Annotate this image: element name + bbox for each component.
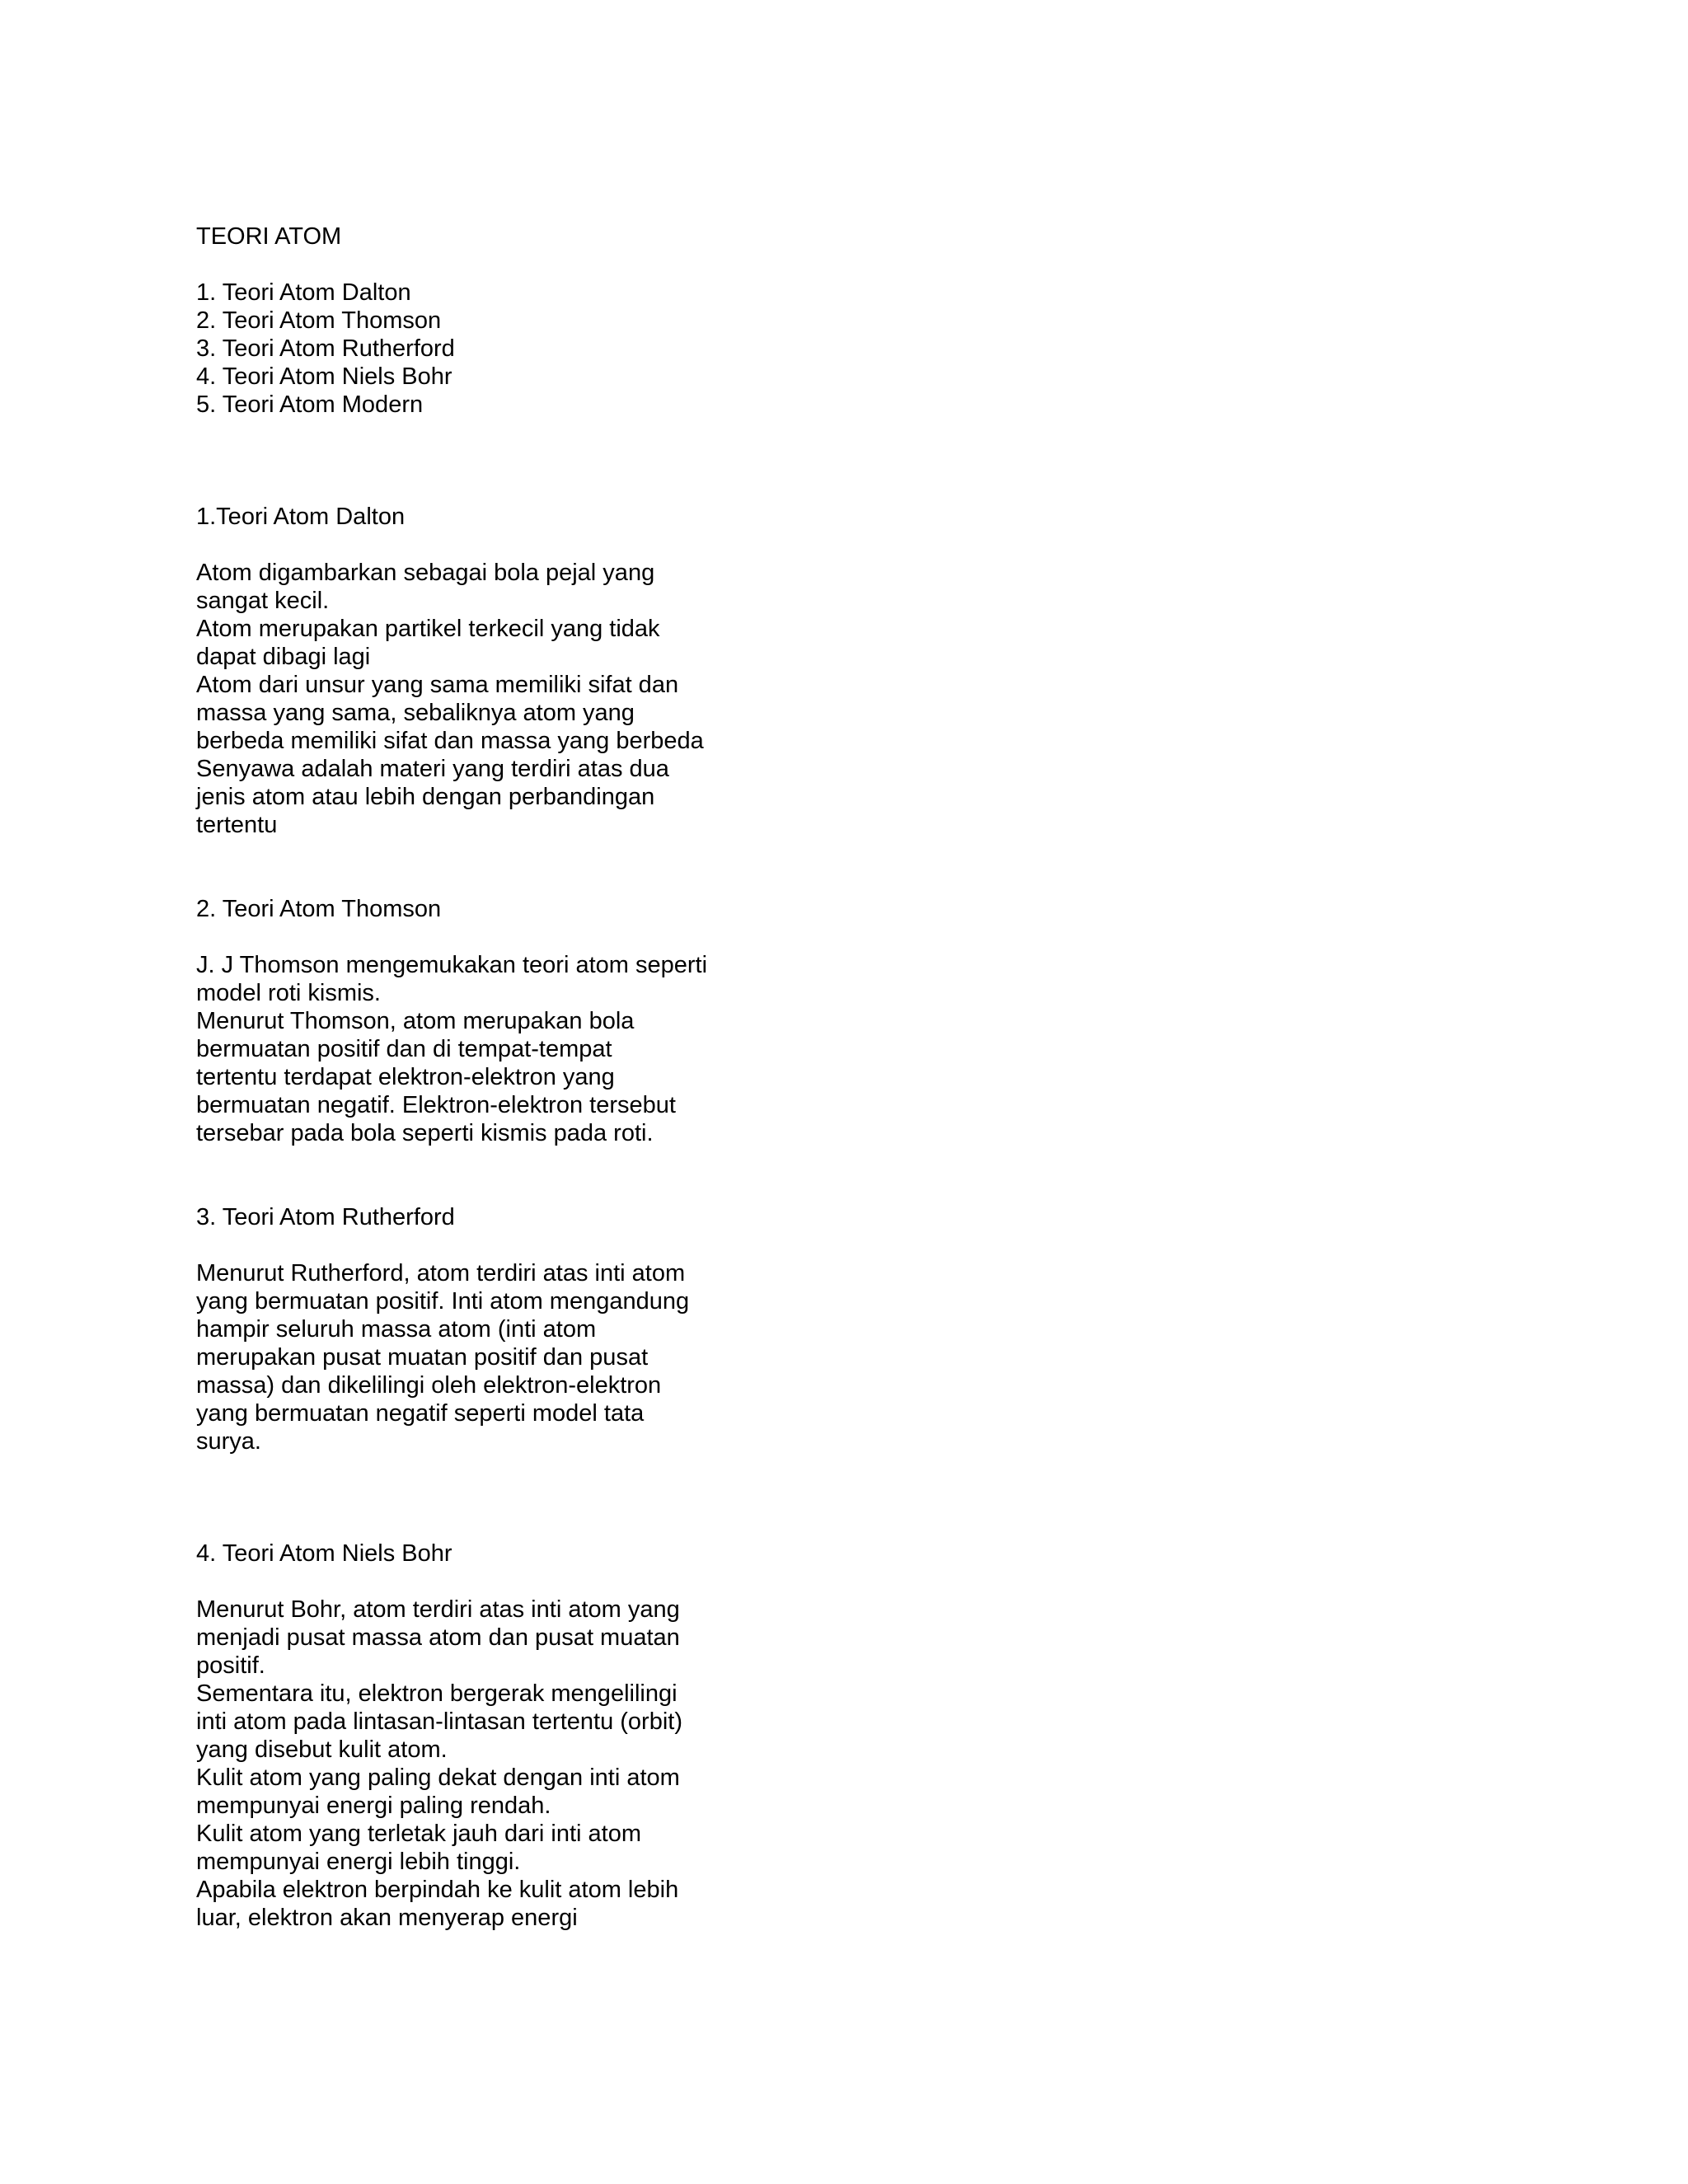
- body-line: bermuatan negatif. Elektron-elektron tersebut: [196, 1092, 676, 1118]
- body-line: tertentu: [196, 812, 278, 838]
- section-bohr: [196, 1540, 773, 1932]
- body-line: positif.: [196, 1652, 265, 1679]
- body-line: Menurut Bohr, atom terdiri atas inti atom yang: [196, 1596, 680, 1623]
- body-line: Atom merupakan partikel terkecil yang tidak: [196, 616, 660, 642]
- section-heading: 2. Teori Atom Thomson: [196, 896, 442, 922]
- body-line: berbeda memiliki sifat dan massa yang berbeda: [196, 728, 704, 754]
- body-line: Menurut Rutherford, atom terdiri atas inti atom: [196, 1260, 686, 1286]
- spacer: [196, 531, 773, 559]
- body-line: luar, elektron akan menyerap energi: [196, 1905, 578, 1931]
- body-line: dapat dibagi lagi: [196, 644, 371, 670]
- toc-item: 1. Teori Atom Dalton: [196, 279, 411, 306]
- body-line: sangat kecil.: [196, 588, 330, 614]
- body-line: Atom dari unsur yang sama memiliki sifat dan: [196, 672, 679, 698]
- toc-item: 3. Teori Atom Rutherford: [196, 335, 455, 362]
- body-line: massa yang sama, sebaliknya atom yang: [196, 700, 635, 726]
- body-line: inti atom pada lintasan-lintasan tertentu (orbit): [196, 1708, 682, 1735]
- spacer: [196, 1147, 773, 1203]
- body-line: surya.: [196, 1428, 261, 1455]
- body-line: yang bermuatan positif. Inti atom mengandung: [196, 1288, 690, 1315]
- spacer: [196, 1231, 773, 1259]
- body-line: mempunyai energi lebih tinggi.: [196, 1849, 521, 1875]
- body-line: menjadi pusat massa atom dan pusat muatan: [196, 1624, 680, 1651]
- body-line: hampir seluruh massa atom (inti atom: [196, 1316, 597, 1343]
- spacer: [196, 419, 773, 503]
- toc-item: 5. Teori Atom Modern: [196, 391, 424, 418]
- section-heading: 4. Teori Atom Niels Bohr: [196, 1540, 452, 1567]
- toc-item: 4. Teori Atom Niels Bohr: [196, 363, 452, 390]
- body-line: Atom digambarkan sebagai bola pejal yang: [196, 560, 655, 586]
- body-line: model roti kismis.: [196, 980, 381, 1006]
- body-line: yang bermuatan negatif seperti model tata: [196, 1400, 645, 1427]
- body-line: tersebar pada bola seperti kismis pada roti.: [196, 1120, 654, 1146]
- spacer: [196, 1568, 773, 1596]
- body-line: merupakan pusat muatan positif dan pusat: [196, 1344, 649, 1371]
- table-of-contents: [196, 279, 773, 419]
- section-heading: 3. Teori Atom Rutherford: [196, 1204, 455, 1230]
- section-rutherford: [196, 1203, 773, 1455]
- body-line: massa) dan dikelilingi oleh elektron-elektron: [196, 1372, 662, 1399]
- document-title: TEORI ATOM: [196, 223, 342, 250]
- body-line: Kulit atom yang paling dekat dengan inti atom: [196, 1765, 680, 1791]
- body-line: Senyawa adalah materi yang terdiri atas dua: [196, 756, 669, 782]
- section-dalton: [196, 503, 773, 839]
- body-line: J. J Thomson mengemukakan teori atom seperti: [196, 952, 708, 978]
- body-line: Apabila elektron berpindah ke kulit atom lebih: [196, 1877, 679, 1903]
- section-thomson: [196, 895, 773, 1147]
- body-line: tertentu terdapat elektron-elektron yang: [196, 1064, 615, 1090]
- spacer: [196, 839, 773, 895]
- body-line: yang disebut kulit atom.: [196, 1736, 448, 1763]
- toc-item: 2. Teori Atom Thomson: [196, 307, 442, 334]
- document-body: [196, 223, 773, 1932]
- section-heading: 1.Teori Atom Dalton: [196, 504, 406, 530]
- spacer: [196, 251, 773, 279]
- body-line: Menurut Thomson, atom merupakan bola: [196, 1008, 635, 1034]
- body-line: Sementara itu, elektron bergerak mengelilingi: [196, 1680, 678, 1707]
- body-line: bermuatan positif dan di tempat-tempat: [196, 1036, 612, 1062]
- body-line: jenis atom atau lebih dengan perbandingan: [196, 784, 655, 810]
- spacer: [196, 923, 773, 951]
- body-line: mempunyai energi paling rendah.: [196, 1793, 551, 1819]
- spacer: [196, 1455, 773, 1540]
- body-line: Kulit atom yang terletak jauh dari inti atom: [196, 1821, 641, 1847]
